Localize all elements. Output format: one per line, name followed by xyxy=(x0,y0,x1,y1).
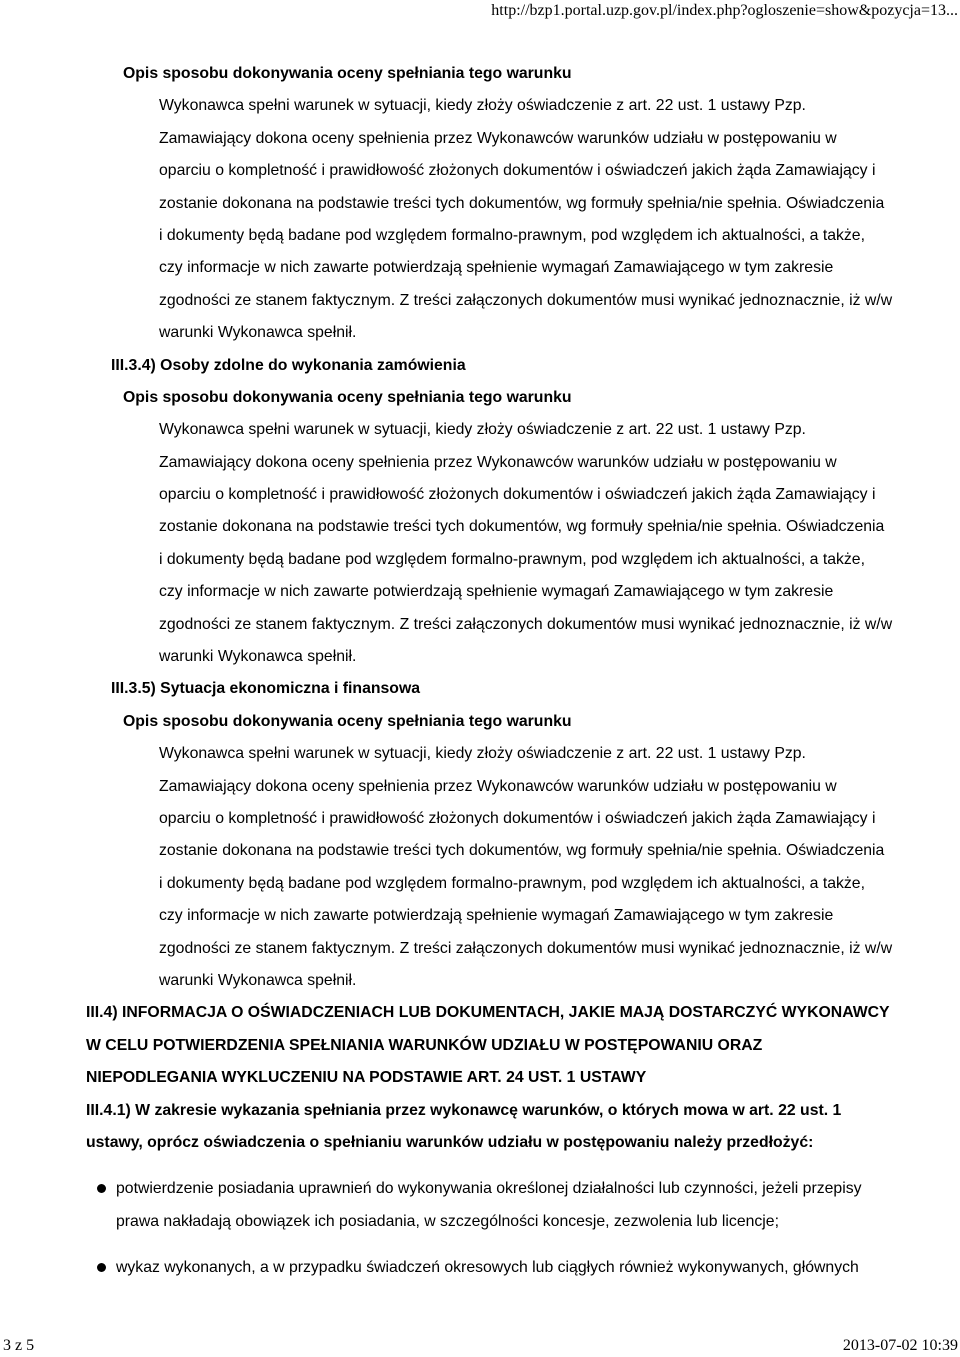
section-heading xyxy=(0,354,960,386)
body-line: warunki Wykonawca spełnił. xyxy=(159,324,357,342)
body-line: oparciu o kompletność i prawidłowość złożonych dokumentów i oświadczeń jakich żąda Zamawiający i xyxy=(159,486,876,504)
body-line: oparciu o kompletność i prawidłowość złożonych dokumentów i oświadczeń jakich żąda Zamawiający i xyxy=(159,809,876,827)
body-line: zostanie dokonana na podstawie treści tych dokumentów, wg formuły spełnia/nie spełnia. Oświadczenia xyxy=(159,194,885,212)
section-heading xyxy=(0,677,960,709)
subheading: Opis sposobu dokonywania oceny spełniania tego warunku xyxy=(123,388,572,406)
body-line: i dokumenty będą badane pod względem formalno-prawnym, pod względem ich aktualności, a także, xyxy=(159,874,865,892)
condition-block xyxy=(0,62,960,354)
body-line: zostanie dokonana na podstawie treści tych dokumentów, wg formuły spełnia/nie spełnia. Oświadczenia xyxy=(159,842,885,860)
body-line: zgodności ze stanem faktycznym. Z treści załączonych dokumentów musi wynikać jednoznacznie, iż w/w xyxy=(159,615,893,633)
body-line: oparciu o kompletność i prawidłowość złożonych dokumentów i oświadczeń jakich żąda Zamawiający i xyxy=(159,162,876,180)
condition-block xyxy=(0,677,960,1001)
subheading: Opis sposobu dokonywania oceny spełniania tego warunku xyxy=(123,712,572,730)
section-title: Osoby zdolne do wykonania zamówienia xyxy=(160,356,466,374)
section-heading-line: III.4.1) W zakresie wykazania spełniania przez wykonawcę warunków, o których mowa w art. 22 ust. 1 xyxy=(86,1101,842,1119)
section-heading-line: NIEPODLEGANIA WYKLUCZENIU NA PODSTAWIE ART. 24 UST. 1 USTAWY xyxy=(86,1069,647,1087)
body-line: zgodności ze stanem faktycznym. Z treści załączonych dokumentów musi wynikać jednoznacznie, iż w/w xyxy=(159,291,893,309)
section-III4 xyxy=(0,1001,960,1098)
condition-block xyxy=(0,354,960,678)
body-line: Wykonawca spełni warunek w sytuacji, kiedy złoży oświadczenie z art. 22 ust. 1 ustawy Pzp. xyxy=(159,97,806,115)
list-item xyxy=(0,1177,960,1209)
subheading: Opis sposobu dokonywania oceny spełniania tego warunku xyxy=(123,65,572,82)
body-line: Zamawiający dokona oceny spełnienia przez Wykonawców warunków udziału w postępowaniu w xyxy=(159,129,837,147)
section-heading-line: W CELU POTWIERDZENIA SPEŁNIANIA WARUNKÓW UDZIAŁU W POSTĘPOWANIU ORAZ xyxy=(86,1036,763,1054)
section-heading-line: III.4) INFORMACJA O OŚWIADCZENIACH LUB DOKUMENTACH, JAKIE MAJĄ DOSTARCZYĆ WYKONAWCY xyxy=(86,1004,890,1022)
print-datetime: 2013-07-02 10:39 xyxy=(842,1337,958,1354)
section-number: III.3.4) xyxy=(111,356,161,374)
body-line: i dokumenty będą badane pod względem formalno-prawnym, pod względem ich aktualności, a także, xyxy=(159,550,865,568)
bullet-list xyxy=(0,1177,960,1288)
body-line: warunki Wykonawca spełnił. xyxy=(159,648,357,666)
section-heading-line: ustawy, oprócz oświadczenia o spełnianiu warunków udziału w postępowaniu należy przedłożyć: xyxy=(86,1133,814,1151)
body-line: czy informacje w nich zawarte potwierdzają spełnienie wymagań Zamawiającego w tym zakresie xyxy=(159,259,834,277)
section-title: Sytuacja ekonomiczna i finansowa xyxy=(160,680,421,698)
section-number: III.3.5) xyxy=(111,680,161,698)
section-III41 xyxy=(0,1099,960,1289)
body-line: Wykonawca spełni warunek w sytuacji, kiedy złoży oświadczenie z art. 22 ust. 1 ustawy Pzp. xyxy=(159,421,806,439)
list-item-continuation: prawa nakładają obowiązek ich posiadania, w szczególności koncesje, zezwolenia lub licencje; xyxy=(116,1212,779,1230)
list-item xyxy=(0,1256,960,1288)
body-line: Zamawiający dokona oceny spełnienia przez Wykonawców warunków udziału w postępowaniu w xyxy=(159,453,837,471)
page-url-header: http://bzp1.portal.uzp.gov.pl/index.php?ogloszenie=show&pozycja=13... xyxy=(491,2,958,19)
body-line: czy informacje w nich zawarte potwierdzają spełnienie wymagań Zamawiającego w tym zakresie xyxy=(159,583,834,601)
document-content xyxy=(0,62,960,1288)
body-line: czy informacje w nich zawarte potwierdzają spełnienie wymagań Zamawiającego w tym zakresie xyxy=(159,907,834,925)
page-number: 3 z 5 xyxy=(3,1337,35,1354)
bullet-icon xyxy=(97,1184,106,1193)
bullet-icon xyxy=(97,1263,106,1272)
body-line: warunki Wykonawca spełnił. xyxy=(159,971,357,989)
body-line: Wykonawca spełni warunek w sytuacji, kiedy złoży oświadczenie z art. 22 ust. 1 ustawy Pzp. xyxy=(159,745,806,763)
list-item-text: potwierdzenie posiadania uprawnień do wykonywania określonej działalności lub czynności, jeżeli przepisy xyxy=(116,1180,862,1198)
body-line: Zamawiający dokona oceny spełnienia przez Wykonawców warunków udziału w postępowaniu w xyxy=(159,777,837,795)
body-line: zgodności ze stanem faktycznym. Z treści załączonych dokumentów musi wynikać jednoznacznie, iż w/w xyxy=(159,939,893,957)
body-line: zostanie dokonana na podstawie treści tych dokumentów, wg formuły spełnia/nie spełnia. Oświadczenia xyxy=(159,518,885,536)
list-item-text: wykaz wykonanych, a w przypadku świadczeń okresowych lub ciągłych również wykonywanych, głównych xyxy=(116,1259,859,1277)
body-line: i dokumenty będą badane pod względem formalno-prawnym, pod względem ich aktualności, a także, xyxy=(159,226,865,244)
